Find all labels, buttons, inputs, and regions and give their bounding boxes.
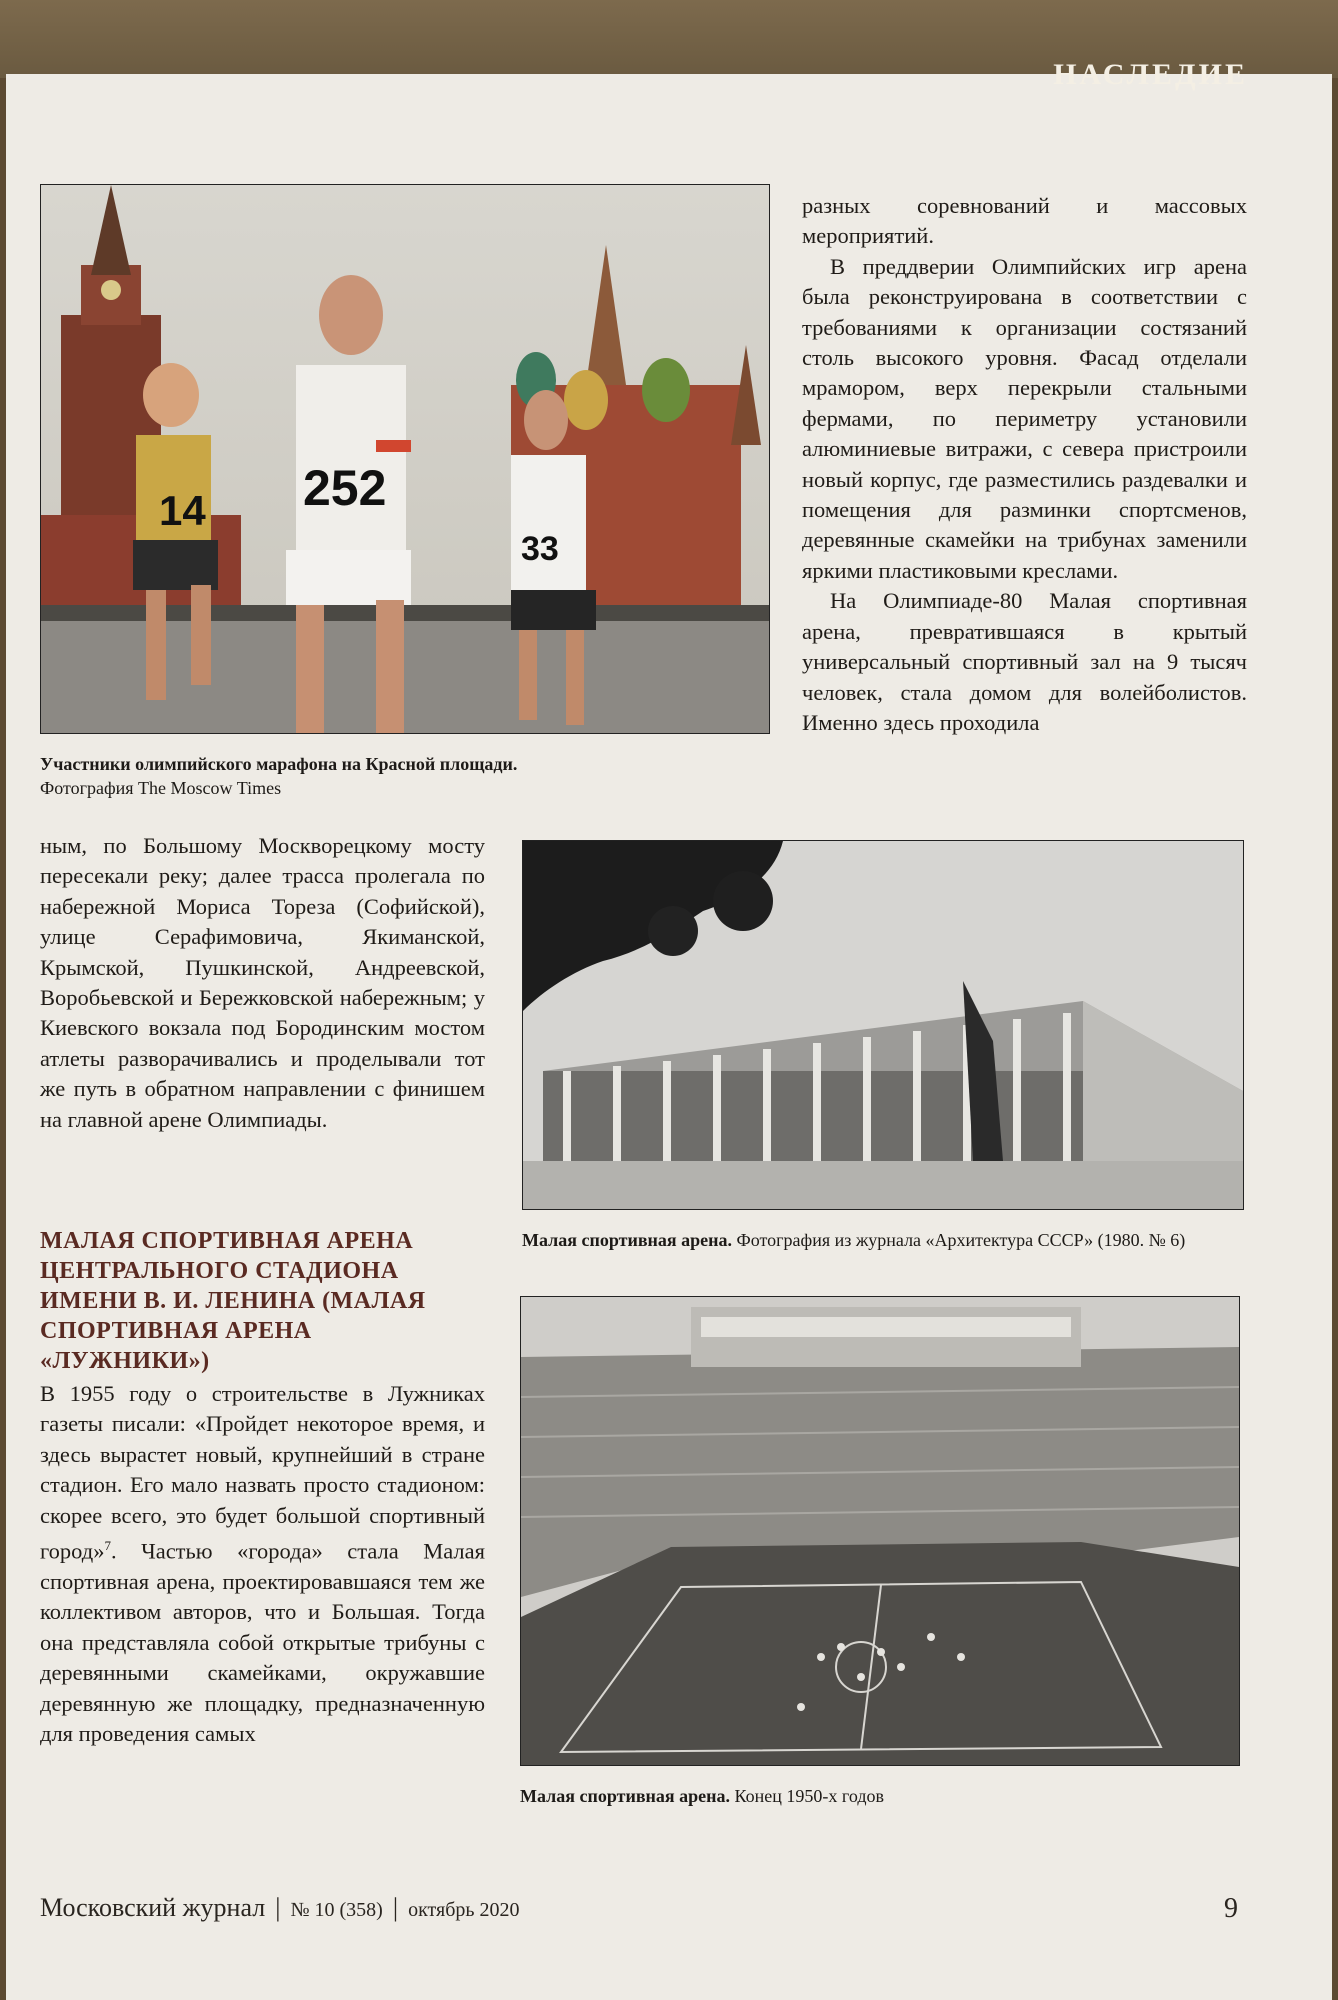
left-column-text-top xyxy=(40,831,485,1135)
paragraph-part: . Частью «города» стала Малая спортивная арена, проектировавшаяся тем же коллективом авторов, что и Большая. Тогда она представляла собой открытые трибуны с деревянными скамейками, окружавшие деревянную же площадку, предназначенную для проведения самых xyxy=(40,1538,485,1746)
journal-footer: Московский журнал | № 10 (358) | октябрь 2020 xyxy=(40,1893,520,1922)
marathon-photo xyxy=(40,184,770,734)
caption-credit: Конец 1950-х годов xyxy=(734,1786,884,1806)
issue-number: № 10 (358) xyxy=(290,1899,383,1921)
paragraph: ным, по Большому Москворецкому мосту пересекали реку; далее трасса пролегала по набережной Мориса Тореза (Софийской), улице Серафимовича, Якиманской, Крымской, Пушкинской, Андреевской, Воробьевской и Бережковской набережным; у Киевского вокзала под Бородинским мостом атлеты разворачивались и проделывали тот же путь в обратном направлении с финишем на главной арене Олимпиады. xyxy=(40,833,485,1132)
caption-credit: Фотография из журнала «Архитектура СССР» (1980. № 6) xyxy=(736,1230,1186,1250)
bib-number-14: 14 xyxy=(159,487,206,534)
bib-number-252: 252 xyxy=(303,460,387,516)
arena-building-caption xyxy=(522,1228,1242,1252)
caption-bold: Малая спортивная арена. xyxy=(520,1786,731,1806)
open-arena-photo xyxy=(520,1296,1240,1766)
page-number: 9 xyxy=(1224,1893,1238,1924)
caption-bold: Малая спортивная арена. xyxy=(522,1230,733,1250)
paragraph: В преддверии Олимпийских игр арена была реконструирована в соответствии с требованиями к организации состязаний столь высокого уровня. Фасад отделали мрамором, верх перекрыли стальными фермами, по периметру установили алюминиевые витражи, с севера пристроили новый корпус, где разместились раздевалки и помещения для разминки спортсменов, деревянные скамейки на трибунах заменили яркими пластиковыми креслами. xyxy=(802,253,1247,583)
section-label: НАСЛЕДИЕ xyxy=(1053,58,1248,91)
paragraph xyxy=(40,1379,485,1749)
paragraph: разных соревнований и массовых мероприятий. xyxy=(802,193,1247,249)
left-column-text-bottom xyxy=(40,1379,485,1749)
arena-building-photo xyxy=(522,840,1244,1210)
caption-bold: Участники олимпийского марафона на Красной площади. xyxy=(40,754,518,774)
caption-credit: Фотография The Moscow Times xyxy=(40,778,282,798)
paragraph: На Олимпиаде-80 Малая спортивная арена, превратившаяся в крытый универсальный спортивный зал на 9 тысяч человек, стала домом для волейболистов. Именно здесь проходила xyxy=(802,588,1247,735)
right-column-text xyxy=(802,191,1247,738)
open-arena-caption xyxy=(520,1784,1240,1808)
footnote-marker: 7 xyxy=(104,1538,111,1554)
paragraph-part: В 1955 году о строительстве в Лужниках газеты писали: «Пройдет некоторое время, и здесь вырастет новый, крупнейший в стране стадион. Его мало назвать просто стадионом: скорее всего, это будет большой спортивный город» xyxy=(40,1381,485,1564)
marathon-photo-caption xyxy=(40,752,630,800)
section-heading: МАЛАЯ СПОРТИВНАЯ АРЕНА ЦЕНТРАЛЬНОГО СТАДИОНА ИМЕНИ В. И. ЛЕНИНА (МАЛАЯ СПОРТИВНАЯ АРЕНА «ЛУЖНИКИ») xyxy=(40,1228,426,1374)
bib-number-33: 33 xyxy=(521,530,559,568)
journal-name: Московский журнал xyxy=(40,1893,266,1922)
issue-date: октябрь 2020 xyxy=(408,1899,520,1921)
